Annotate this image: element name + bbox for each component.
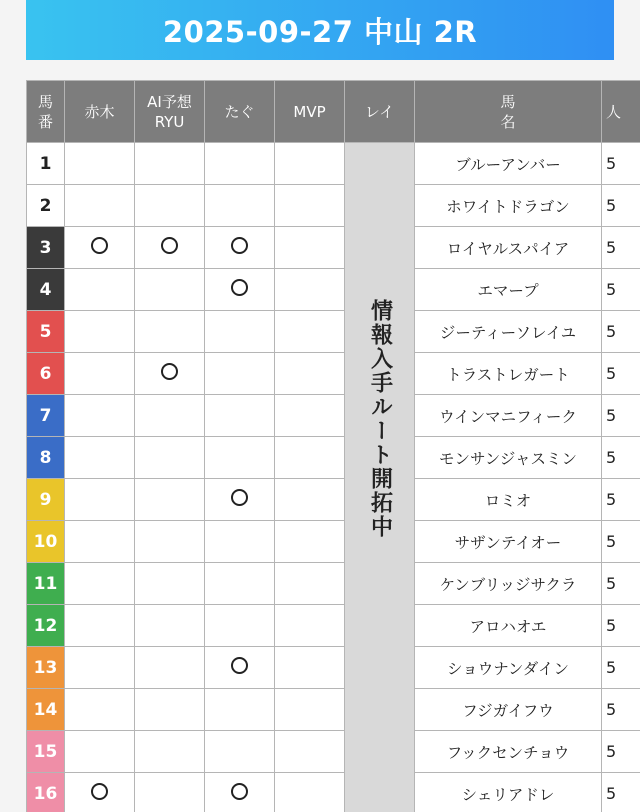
extra-value: 5: [602, 605, 640, 647]
mark-tagu: [205, 647, 275, 689]
mark-tagu: [205, 437, 275, 479]
extra-value: 5: [602, 437, 640, 479]
header-akagi: 赤木: [65, 81, 135, 143]
mark-akagi: [65, 311, 135, 353]
mark-akagi: [65, 437, 135, 479]
table-row: [27, 689, 640, 731]
header-extra: 人: [602, 81, 640, 143]
extra-value: 5: [602, 563, 640, 605]
horse-number: 14: [27, 689, 65, 731]
header-rei: レイ: [345, 81, 415, 143]
horse-name: ロイヤルスパイア: [415, 227, 602, 269]
horse-name: シェリアドレ: [415, 773, 602, 812]
horse-number: 15: [27, 731, 65, 773]
mark-ai: [135, 143, 205, 185]
mark-tagu: [205, 269, 275, 311]
table-row: [27, 269, 640, 311]
horse-number: 16: [27, 773, 65, 812]
mark-ai: [135, 311, 205, 353]
table-header-row: [27, 81, 640, 143]
circle-mark-icon: [91, 783, 108, 800]
mark-tagu: [205, 311, 275, 353]
extra-value: 5: [602, 773, 640, 812]
mark-mvp: [275, 689, 345, 731]
horse-name: サザンテイオー: [415, 521, 602, 563]
circle-mark-icon: [231, 657, 248, 674]
mark-tagu: [205, 227, 275, 269]
left-margin: [0, 0, 26, 812]
extra-value: 5: [602, 395, 640, 437]
horse-name: トラストレガート: [415, 353, 602, 395]
table-row: [27, 479, 640, 521]
mark-tagu: [205, 395, 275, 437]
horse-name: ケンブリッジサクラ: [415, 563, 602, 605]
circle-mark-icon: [231, 279, 248, 296]
mark-akagi: [65, 143, 135, 185]
header-tagu: たぐ: [205, 81, 275, 143]
mark-akagi: [65, 605, 135, 647]
mark-akagi: [65, 647, 135, 689]
circle-mark-icon: [231, 783, 248, 800]
mark-akagi: [65, 353, 135, 395]
mark-mvp: [275, 647, 345, 689]
header-mvp: MVP: [275, 81, 345, 143]
mark-akagi: [65, 689, 135, 731]
horse-number: 13: [27, 647, 65, 689]
mark-akagi: [65, 227, 135, 269]
mark-akagi: [65, 395, 135, 437]
extra-value: 5: [602, 479, 640, 521]
horse-name: フックセンチョウ: [415, 731, 602, 773]
horse-number: 1: [27, 143, 65, 185]
horse-name: ウインマニフィーク: [415, 395, 602, 437]
mark-mvp: [275, 521, 345, 563]
rei-note: 情報入手ルート開拓中: [367, 298, 393, 539]
mark-tagu: [205, 563, 275, 605]
table-row: [27, 437, 640, 479]
table-row: [27, 227, 640, 269]
circle-mark-icon: [161, 363, 178, 380]
mark-akagi: [65, 185, 135, 227]
mark-mvp: [275, 605, 345, 647]
horse-number: 5: [27, 311, 65, 353]
mark-ai: [135, 269, 205, 311]
mark-ai: [135, 605, 205, 647]
horse-name: ショウナンダイン: [415, 647, 602, 689]
mark-tagu: [205, 773, 275, 812]
mark-ai: [135, 647, 205, 689]
mark-ai: [135, 773, 205, 812]
mark-mvp: [275, 269, 345, 311]
rei-column-note-cell: [345, 143, 415, 812]
mark-tagu: [205, 521, 275, 563]
circle-mark-icon: [161, 237, 178, 254]
mark-ai: [135, 395, 205, 437]
circle-mark-icon: [231, 489, 248, 506]
mark-tagu: [205, 353, 275, 395]
mark-tagu: [205, 689, 275, 731]
horse-number: 9: [27, 479, 65, 521]
mark-tagu: [205, 185, 275, 227]
table-row: [27, 521, 640, 563]
mark-akagi: [65, 521, 135, 563]
horse-number: 3: [27, 227, 65, 269]
table-row: [27, 143, 640, 185]
horse-number: 7: [27, 395, 65, 437]
table-row: [27, 563, 640, 605]
table-row: [27, 311, 640, 353]
table-row: [27, 185, 640, 227]
mark-mvp: [275, 437, 345, 479]
header-horse-number: 馬 番: [27, 81, 65, 143]
table-row: [27, 731, 640, 773]
mark-ai: [135, 689, 205, 731]
circle-mark-icon: [91, 237, 108, 254]
mark-tagu: [205, 731, 275, 773]
mark-mvp: [275, 143, 345, 185]
horse-name: モンサンジャスミン: [415, 437, 602, 479]
mark-mvp: [275, 731, 345, 773]
extra-value: 5: [602, 185, 640, 227]
mark-ai: [135, 731, 205, 773]
horse-name: ロミオ: [415, 479, 602, 521]
mark-mvp: [275, 395, 345, 437]
mark-mvp: [275, 563, 345, 605]
horse-number: 8: [27, 437, 65, 479]
mark-ai: [135, 185, 205, 227]
mark-mvp: [275, 311, 345, 353]
horse-number: 11: [27, 563, 65, 605]
horse-number: 2: [27, 185, 65, 227]
circle-mark-icon: [231, 237, 248, 254]
table-row: [27, 353, 640, 395]
horse-number: 10: [27, 521, 65, 563]
mark-ai: [135, 353, 205, 395]
mark-tagu: [205, 143, 275, 185]
mark-mvp: [275, 479, 345, 521]
extra-value: 5: [602, 269, 640, 311]
table-row: [27, 647, 640, 689]
horse-name: ホワイトドラゴン: [415, 185, 602, 227]
horse-name: アロハオエ: [415, 605, 602, 647]
extra-value: 5: [602, 143, 640, 185]
horse-name: ジーティーソレイユ: [415, 311, 602, 353]
extra-value: 5: [602, 227, 640, 269]
mark-ai: [135, 521, 205, 563]
table-row: [27, 605, 640, 647]
mark-ai: [135, 479, 205, 521]
mark-ai: [135, 563, 205, 605]
mark-ai: [135, 437, 205, 479]
horse-name: ブルーアンバー: [415, 143, 602, 185]
mark-tagu: [205, 479, 275, 521]
mark-akagi: [65, 731, 135, 773]
prediction-table: [26, 80, 640, 812]
extra-value: 5: [602, 521, 640, 563]
table-row: [27, 395, 640, 437]
prediction-table-container[interactable]: [26, 80, 640, 812]
horse-number: 4: [27, 269, 65, 311]
mark-mvp: [275, 353, 345, 395]
extra-value: 5: [602, 731, 640, 773]
extra-value: 5: [602, 353, 640, 395]
table-row: [27, 773, 640, 812]
horse-number: 6: [27, 353, 65, 395]
horse-number: 12: [27, 605, 65, 647]
horse-name: フジガイフウ: [415, 689, 602, 731]
mark-akagi: [65, 563, 135, 605]
mark-mvp: [275, 773, 345, 812]
extra-value: 5: [602, 647, 640, 689]
header-ai-ryu: AI予想 RYU: [135, 81, 205, 143]
mark-akagi: [65, 773, 135, 812]
mark-akagi: [65, 269, 135, 311]
mark-mvp: [275, 227, 345, 269]
mark-akagi: [65, 479, 135, 521]
mark-mvp: [275, 185, 345, 227]
race-title: 2025-09-27 中山 2R: [26, 0, 614, 60]
mark-ai: [135, 227, 205, 269]
header-horse-name: 馬 名: [415, 81, 602, 143]
mark-tagu: [205, 605, 275, 647]
extra-value: 5: [602, 689, 640, 731]
extra-value: 5: [602, 311, 640, 353]
horse-name: エマープ: [415, 269, 602, 311]
